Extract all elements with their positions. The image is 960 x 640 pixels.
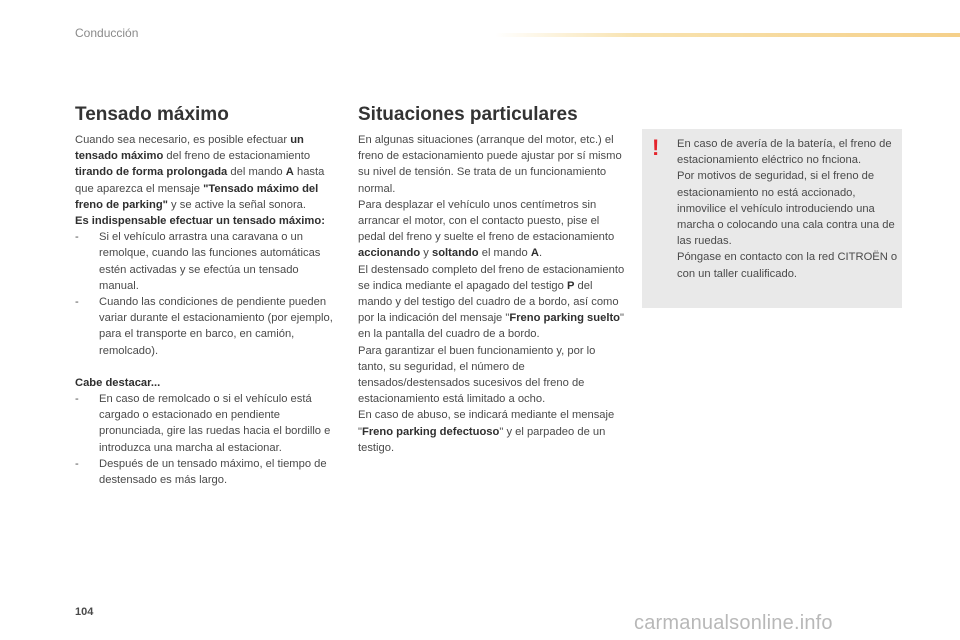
note-heading: Cabe destacar...	[75, 376, 161, 389]
column-situaciones-particulares	[358, 104, 626, 456]
list-item: - Si el vehículo arrastra una caravana o un remolque, cuando las funciones automáticas estén activadas y se efectúa un tensado manual.	[75, 231, 321, 292]
exclamation-icon: !	[652, 135, 660, 160]
heading-tensado-maximo: Tensado máximo	[75, 104, 229, 125]
watermark: carmanualsonline.info	[634, 612, 833, 634]
column-tensado-maximo	[75, 104, 340, 488]
situaciones-text: En algunas situaciones (arranque del motor, etc.) el freno de estacionamiento puede ajustar por sí mismo su nivel de tensión. Se trata de un funcionamiento normal. Para desplazar el vehículo unos centímetros sin arrancar el motor, con el contacto puesto, pise el pedal del freno y suelte el freno de estacionamiento accionando y soltando el mando A. El destensado completo del freno de estacionamiento se indica mediante el apagado del testigo P del mando y del testigo del cuadro de a bordo, así como por la indicación del mensaje "Freno parking suelto" en la pantalla del cuadro de a bordo. Para garantizar el buen funcionamiento y, por lo tanto, su seguridad, el número de tensados/destensados sucesivos del freno de estacionamiento está limitado a ocho. En caso de abuso, se indicará mediante el mensaje "Freno parking defectuoso" y el parpadeo de un testigo.	[358, 134, 625, 454]
list-item: - Después de un tensado máximo, el tiempo de destensado es más largo.	[75, 457, 327, 487]
page-number: 104	[75, 606, 94, 618]
must-heading: Es indispensable efectuar un tensado máximo:	[75, 215, 325, 228]
heading-situaciones-particulares: Situaciones particulares	[358, 104, 578, 125]
header-accent-bar	[495, 33, 960, 37]
section-title: Conducción	[75, 26, 139, 40]
warning-text: En caso de avería de la batería, el freno de estacionamiento eléctrico no fnciona. Por motivos de seguridad, si el freno de estacionamiento no está accionado, inmovilice el vehículo introduciendo una marcha o colocando una cala contra una de las ruedas. Póngase en contacto con la red CITROËN o con un taller cualificado.	[677, 138, 898, 280]
warning-box	[642, 129, 902, 308]
list-item: - Cuando las condiciones de pendiente pueden variar durante el estacionamiento (por ejemplo, para el transporte en barco, en camión, remolcado).	[75, 296, 333, 357]
intro-paragraph: Cuando sea necesario, es posible efectuar un tensado máximo del freno de estacionamiento tirando de forma prolongada del mando A hasta que aparezca el mensaje "Tensado máximo del freno de parking" y se active la señal sonora. Es indispensable efectuar un tensado máximo: - Si el vehículo arrastra una caravana o un remolque, cuando las funciones automáticas estén activadas y se efectúa un tensado manual. - Cuando las condiciones de pendiente pueden variar durante el estacionamiento (por ejemplo, para el transporte en barco, en camión, remolcado). Cabe destacar... - En caso de remolcado o si el vehículo está cargado o estacionado en pendiente pronunciada, gire las ruedas hacia el bordillo e introduzca una marcha al estacionar. - Después de un tensado máximo, el tiempo de destensado es más largo.	[75, 132, 340, 488]
list-item: - En caso de remolcado o si el vehículo está cargado o estacionado en pendiente pronunciada, gire las ruedas hacia el bordillo e introduzca una marcha al estacionar.	[75, 393, 331, 454]
